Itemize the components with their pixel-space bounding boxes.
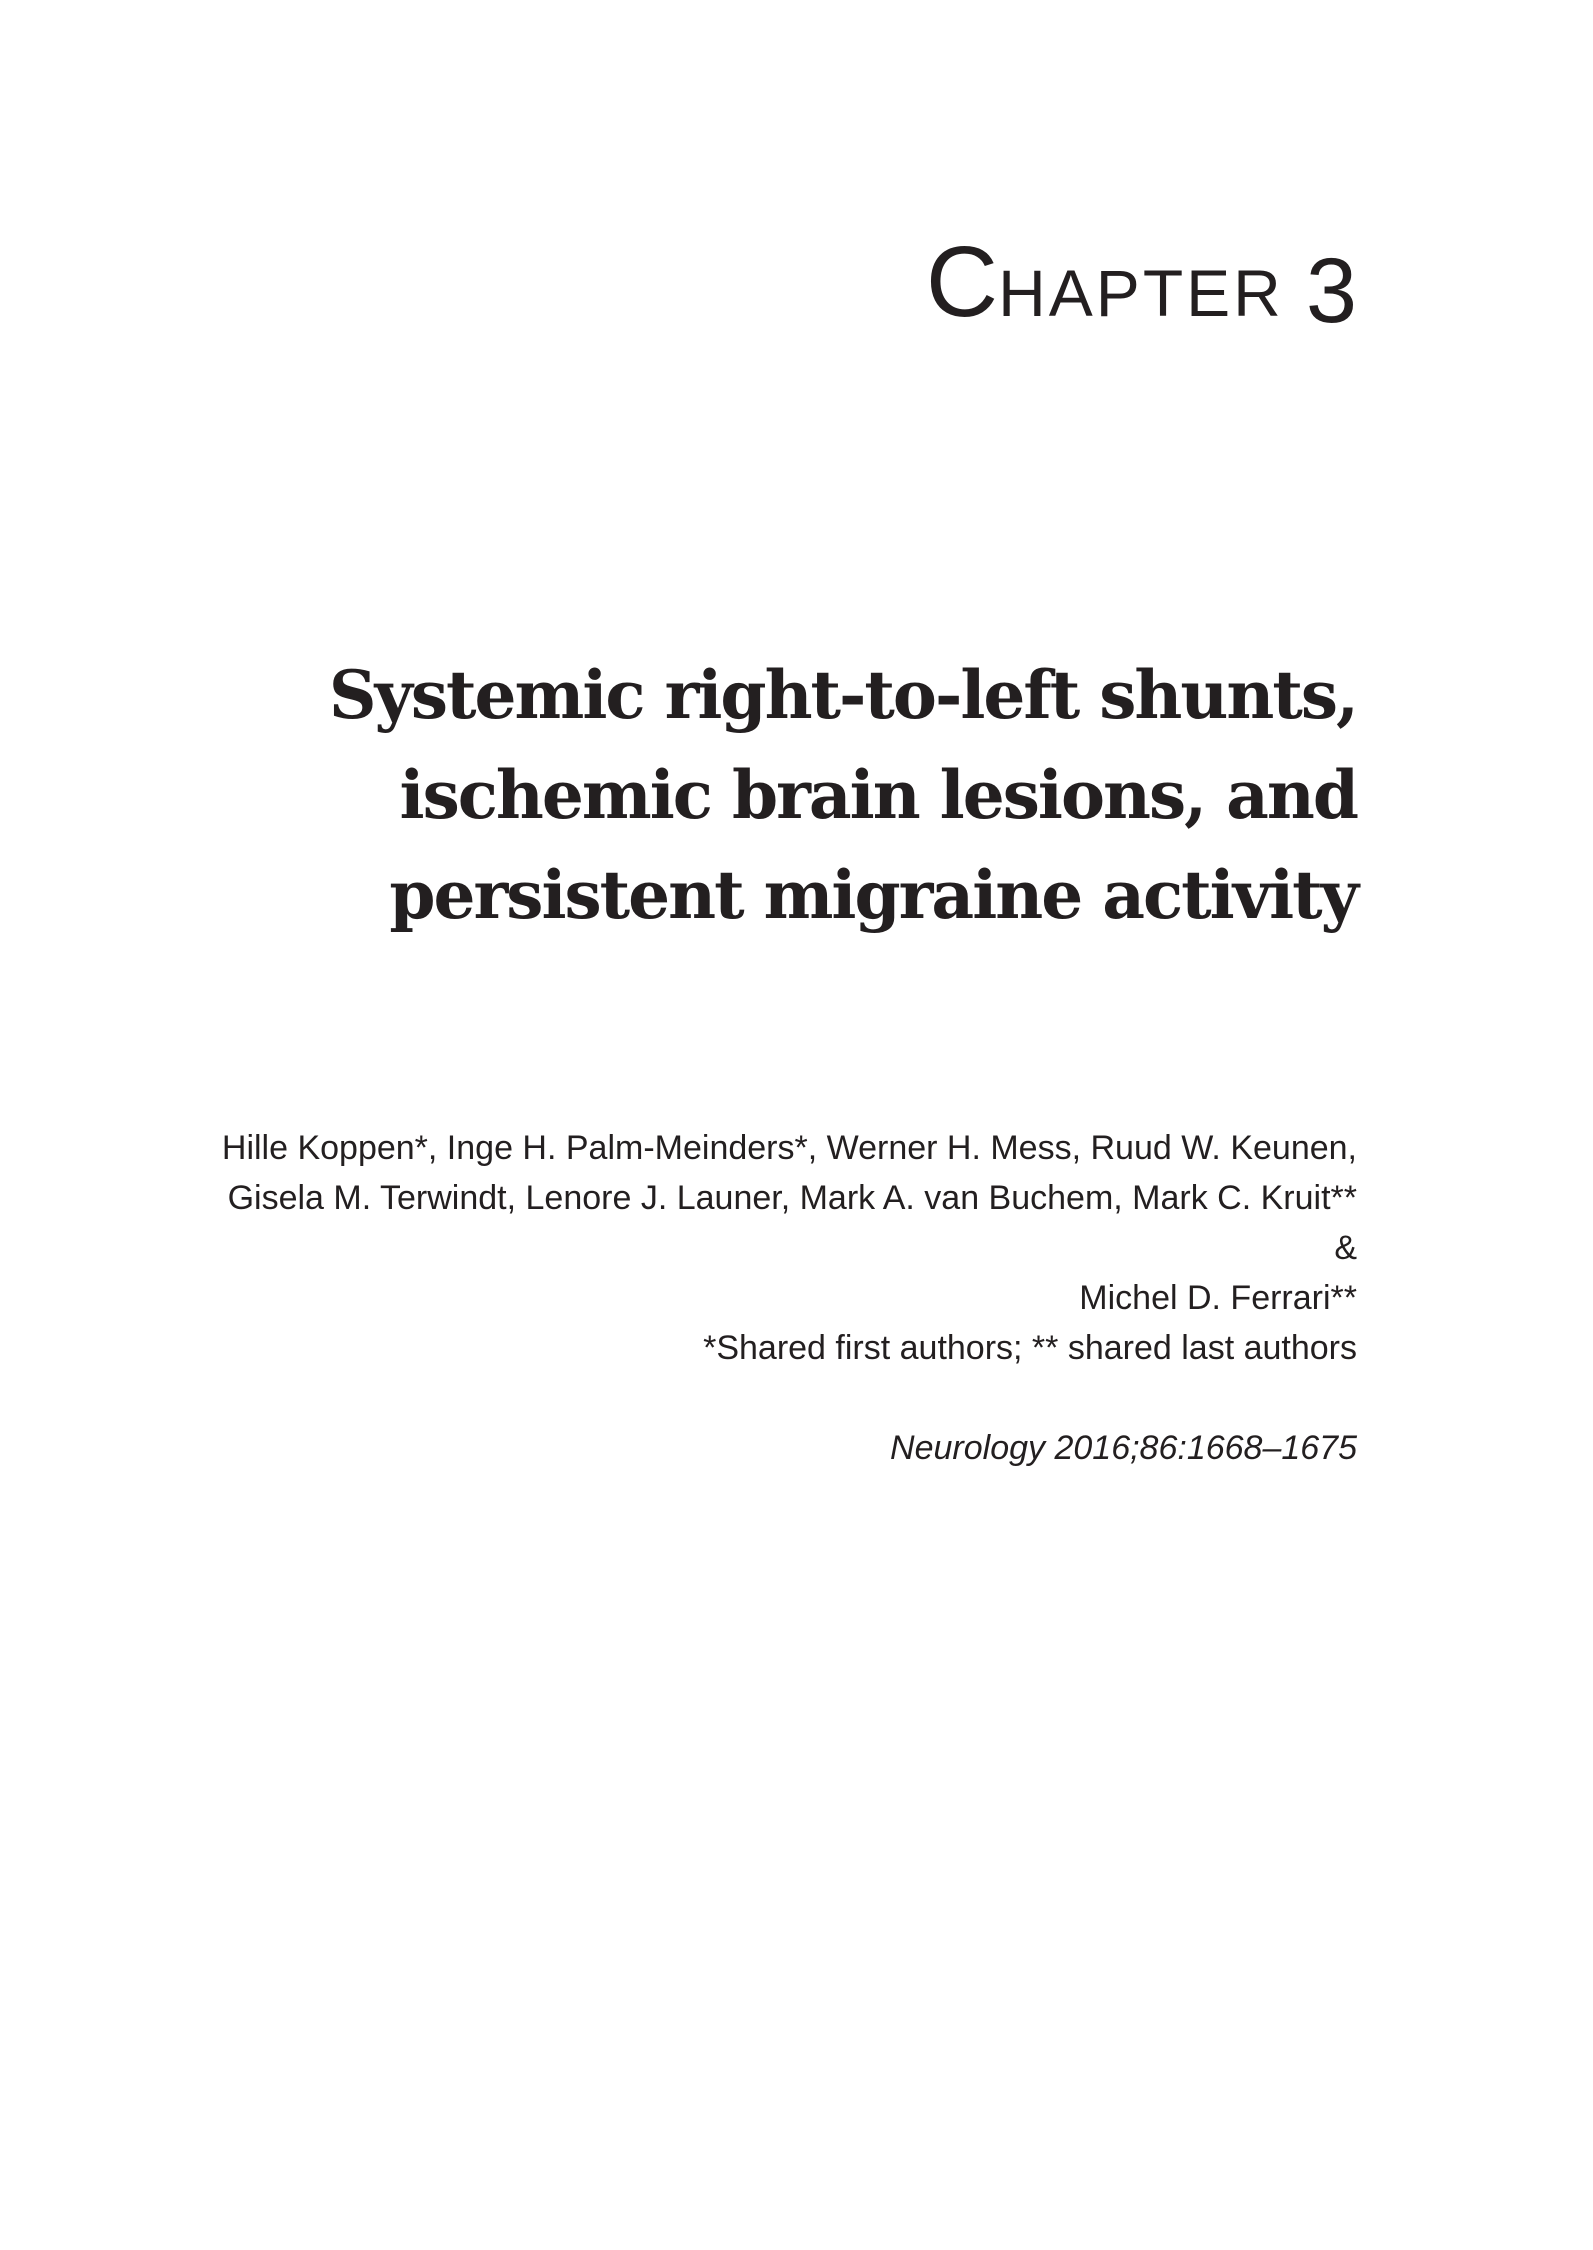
chapter-number: 3	[1305, 240, 1357, 342]
chapter-title-line-1: Systemic right-to-left shunts,	[328, 656, 1357, 734]
author-line-3: Michel D. Ferrari**	[1079, 1279, 1357, 1317]
chapter-heading	[925, 226, 1357, 342]
journal-citation: Neurology 2016;86:1668–1675	[890, 1429, 1357, 1467]
chapter-title	[257, 645, 1357, 945]
author-list	[207, 1123, 1357, 1373]
chapter-word-initial: C	[925, 226, 999, 338]
chapter-word-rest: HAPTER	[998, 256, 1284, 330]
chapter-title-line-2: ischemic brain lesions, and	[399, 756, 1357, 834]
author-line-2: Gisela M. Terwindt, Lenore J. Launer, Mark A. van Buchem, Mark C. Kruit** &	[227, 1179, 1357, 1267]
author-line-1: Hille Koppen*, Inge H. Palm-Meinders*, Werner H. Mess, Ruud W. Keunen,	[221, 1129, 1357, 1167]
author-note: *Shared first authors; ** shared last authors	[703, 1329, 1357, 1367]
chapter-title-line-3: persistent migraine activity	[389, 856, 1357, 934]
